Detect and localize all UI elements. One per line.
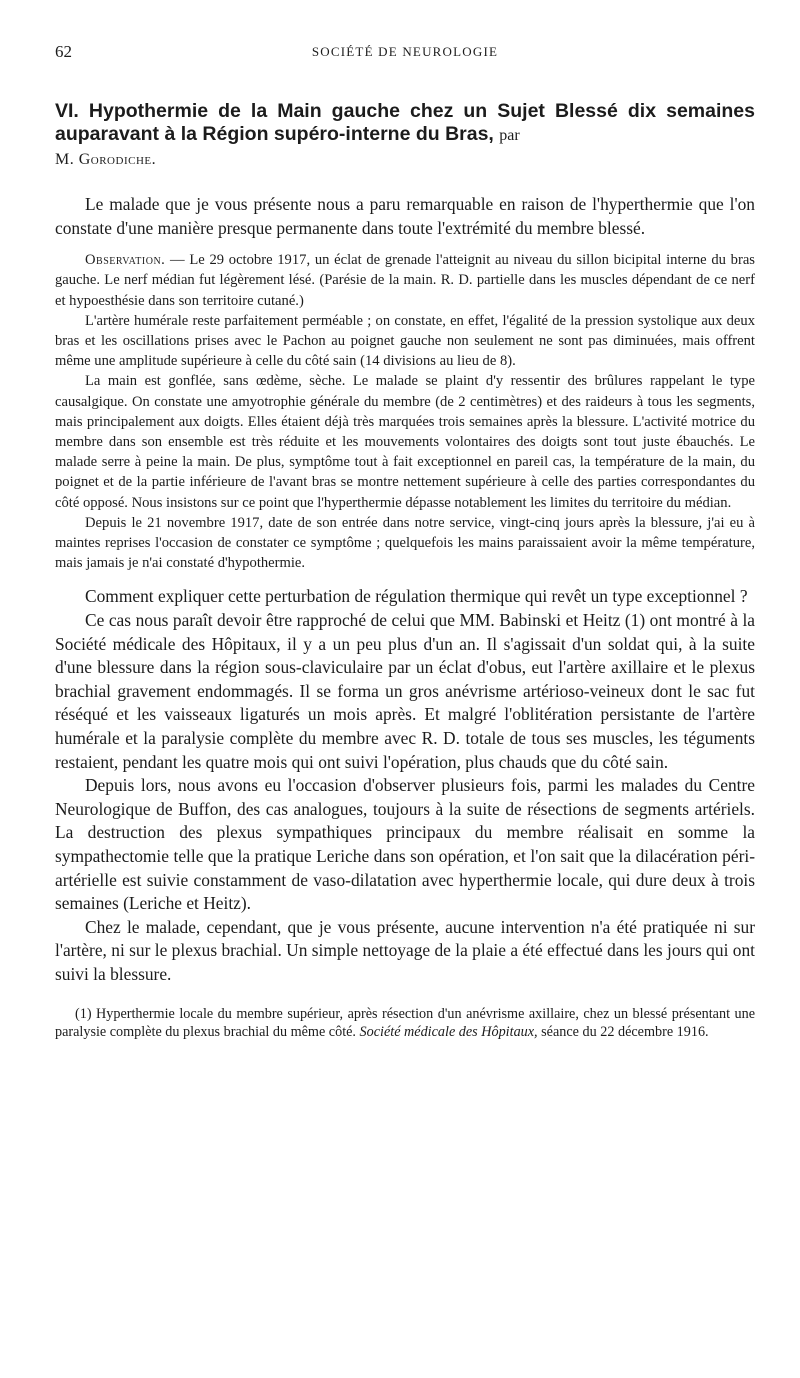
observation-paragraph-2: L'artère humérale reste parfaitement perméable ; on constate, en effet, l'égalité de la pression systolique aux deux bras et les oscillations prises avec le Pachon au poignet gauche non seulement ne sont pas diminuées, mais offrent même une amplitude supérieure à celle du côté sain (14 divisions au lieu de 8). (55, 312, 755, 370)
discussion-paragraph-4: Chez le malade, cependant, que je vous présente, aucune intervention n'a été pratiquée ni sur l'artère, ni sur le plexus brachial. Un simple nettoyage de la plaie a été effectué dans les jours qui ont suivi la blessure. (55, 916, 755, 984)
discussion-paragraph-1: Comment expliquer cette perturbation de régulation thermique qui revêt un type exceptionnel ? (85, 586, 748, 607)
intro-paragraph: Le malade que je vous présente nous a paru remarquable en raison de l'hyperthermie que l'on constate d'une manière presque permanente dans toute l'extrémité du membre blessé. (55, 194, 755, 238)
author-by: par (499, 127, 520, 144)
observation-block (55, 250, 755, 573)
discussion-block (55, 585, 755, 986)
observation-paragraph-4: Depuis le 21 novembre 1917, date de son entrée dans notre service, vingt-cinq jours après la blessure, j'ai eu à maintes reprises l'occasion de constater ce symptôme ; quelquefois les mains paraissaient avoir la même température, mais jamais je n'ai constaté d'hypothermie. (55, 514, 755, 572)
observation-paragraph-3: La main est gonflée, sans œdème, sèche. Le malade se plaint d'y ressentir des brûlures rappelant le type causalgique. On constate une amyotrophie générale du membre (de 2 centimètres) et des raideurs à tous les segments, mais principalement aux doigts. Elles étaient déjà très marquées trois semaines après la blessure. L'activité motrice du membre dans son ensemble est très réduite et les mouvements volontaires des doigts sont tout juste ébauchés. Le malade serre à peine la main. De plus, symptôme tout à fait exceptionnel en pareil cas, la température de la main, du poignet et de la partie inférieure de l'avant bras se montre nettement supérieure à celle des parties correspondantes du côté opposé. Nous insistons sur ce point que l'hyperthermie dépasse notablement les limites du territoire du médian. (55, 373, 755, 511)
footnote-text: (1) Hyperthermie locale du membre supérieur, après résection d'un anévrisme axillaire, chez un blessé présentant une paralysie complète du plexus brachial du même côté. (55, 1005, 755, 1041)
page (55, 30, 755, 1042)
page-number: 62 (55, 42, 72, 61)
running-head (55, 30, 755, 61)
article-title-text: Hypothermie de la Main gauche chez un Sujet Blessé dix semaines auparavant à la Région supéro-interne du Bras, (55, 100, 755, 145)
article-number: VI. (55, 100, 79, 122)
observation-paragraph-1 (55, 250, 755, 311)
observation-text-1: — Le 29 octobre 1917, un éclat de grenade l'atteignit au niveau du sillon bicipital interne du bras gauche. Le nerf médian fut légèrement lésé. (Parésie de la main. R. D. partielle dans les muscles dépendant de ce nerf et hypoesthésie dans son territoire cutané.) (55, 252, 755, 309)
observation-label: Observation. (85, 252, 166, 269)
footnote-journal: Société médicale des Hôpitaux, (359, 1024, 538, 1041)
journal-name: SOCIÉTÉ DE NEUROLOGIE (311, 44, 499, 59)
article-title (55, 100, 755, 171)
discussion-paragraph-3: Depuis lors, nous avons eu l'occasion d'observer plusieurs fois, parmi les malades du Centre Neurologique de Buffon, des cas analogues, toujours à la suite de résections de segments artériels. La destruction des plexus sympathiques principaux du membre réalisait en somme la sympathectomie telle que la pratique Leriche dans son opération, et l'on sait que la dilacération péri-artérielle est suivie constamment de vaso-dilatation avec hyperthermie locale, qui dure deux à trois semaines (Leriche et Heitz). (55, 775, 755, 914)
author-name: M. Gorodiche. (55, 151, 157, 168)
discussion-paragraph-2: Ce cas nous paraît devoir être rapproché de celui que MM. Babinski et Heitz (1) ont montré à la Société médicale des Hôpitaux, il y a un peu plus d'un an. Il s'agissait d'un soldat qui, à la suite d'une blessure dans la région sous-claviculaire par un éclat d'obus, eut l'artère axillaire et le plexus brachial gravement endommagés. Il se forma un gros anévrisme artérioso-veineux dont le sac fut réséqué et les vaisseaux ligaturés un mois après. Et malgré l'oblitération persistante de l'artère humérale et la paralysie complète du membre avec R. D. totale de tous ses muscles, les téguments restaient, pendant les quatre mois qui ont suivi l'opération, plus chauds que du côté sain. (55, 610, 755, 772)
footnote (55, 1005, 755, 1042)
footnote-date: séance du 22 décembre 1916. (541, 1024, 709, 1041)
